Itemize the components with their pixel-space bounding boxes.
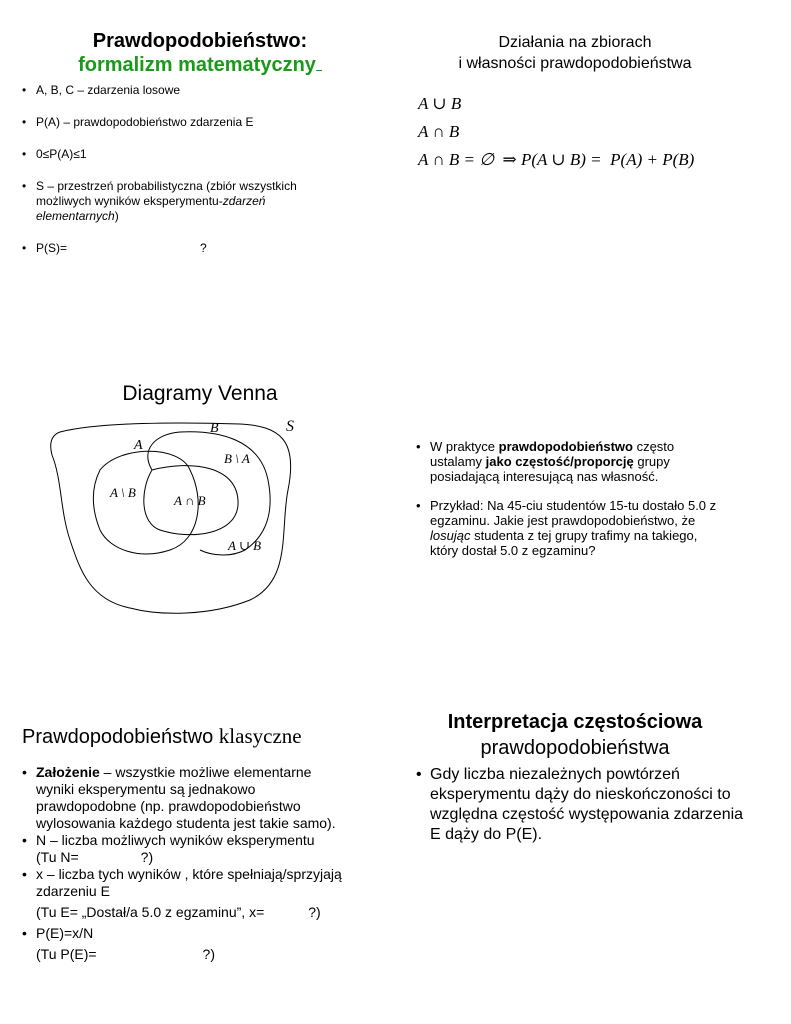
slide4-bullet-example: • Przykład: Na 45-ciu studentów 15-tu dostało 5.0 z egzaminu. Jakie jest prawdopodobieństwo, że losując studenta z tej grupy trafimy na takiego, który dostał 5.0 z egzaminu? [416, 498, 726, 558]
venn-label-b-minus-a: B \ A [224, 451, 250, 466]
slide2-title [415, 32, 735, 74]
slide5-bullet-pe: • P(E)=x/N (Tu P(E)= ?) [22, 925, 342, 963]
venn-label-a: A [134, 438, 143, 453]
formula-union: A ∪ B [418, 94, 462, 113]
slide1-bullet-events: • A, B, C – zdarzenia losowe [22, 83, 312, 98]
slide5-bullet-n: • N – liczba możliwych wyników eksperymentu (Tu N= ?) [22, 832, 342, 866]
slide6-title-line1: Interpretacja częstościowa [447, 711, 703, 733]
formula-additivity: A ∩ B = ∅ ⇒ P(A ∪ B) = P(A) + P(B) [418, 150, 695, 169]
slide1-bullet-range: • 0≤P(A)≤1 [22, 147, 312, 162]
slide1-bullet-list [22, 83, 312, 273]
slide1-title-line2: formalizm matematyczny [40, 54, 360, 77]
slide5-bullet-assumption: • Założenie – wszystkie możliwe elementarne wyniki eksperymentu są jednakowo prawdopodobne (np. prawdopodobieństwo wylosowania każdego studenta jest takie samo). [22, 764, 342, 832]
slide4-bullet-practice: • W praktyce prawdopodobieństwo często ustalamy jako częstość/proporcję grupy posiadającą interesującą nas własność. [416, 439, 726, 484]
slide5-bullet-x: • x – liczba tych wyników , które spełniają/sprzyjają zdarzeniu E (Tu E= „Dostał/a 5.0 z egzaminu”, x= ?) [22, 866, 342, 921]
slide1-title-line1: Prawdopodobieństwo: [92, 30, 308, 52]
slide6-bullet-list [416, 765, 746, 845]
slide1-bullet-pa: • P(A) – prawdopodobieństwo zdarzenia E [22, 115, 312, 130]
slide6-title [405, 710, 745, 761]
venn-region-s [51, 423, 291, 613]
slide4-bullet-list [416, 439, 726, 572]
slide6-bullet-frequency: • Gdy liczba niezależnych powtórzeń eksperymentu dąży do nieskończoności to względna częstość występowania zdarzenia E dąży do P(E). [416, 765, 746, 845]
slide2-title-line2: i własności prawdopodobieństwa [458, 55, 692, 72]
formula-intersection: A ∩ B [418, 122, 460, 141]
venn-label-s: S [286, 418, 294, 435]
slide1-bullet-sample-space: • S – przestrzeń probabilistyczna (zbiór wszystkich możliwych wyników eksperymentu-zdarzeń elementarnych) [22, 179, 312, 224]
slide2-title-line1: Działania na zbiorach [498, 34, 652, 51]
slide6-title-line2: prawdopodobieństwa [480, 737, 670, 759]
venn-label-b: B [210, 421, 219, 436]
venn-diagram [40, 410, 320, 620]
slide1-bullet-ps: • P(S)= ? [22, 241, 312, 256]
venn-label-a-minus-b: A \ B [110, 485, 136, 500]
slide5-bullet-list [22, 764, 342, 963]
venn-label-union: A ∪ B [228, 538, 262, 553]
slide5-title: Prawdopodobieństwo klasyczne [22, 724, 302, 748]
venn-label-intersection: A ∩ B [174, 493, 206, 508]
slide3-title: Diagramy Venna [122, 382, 278, 405]
